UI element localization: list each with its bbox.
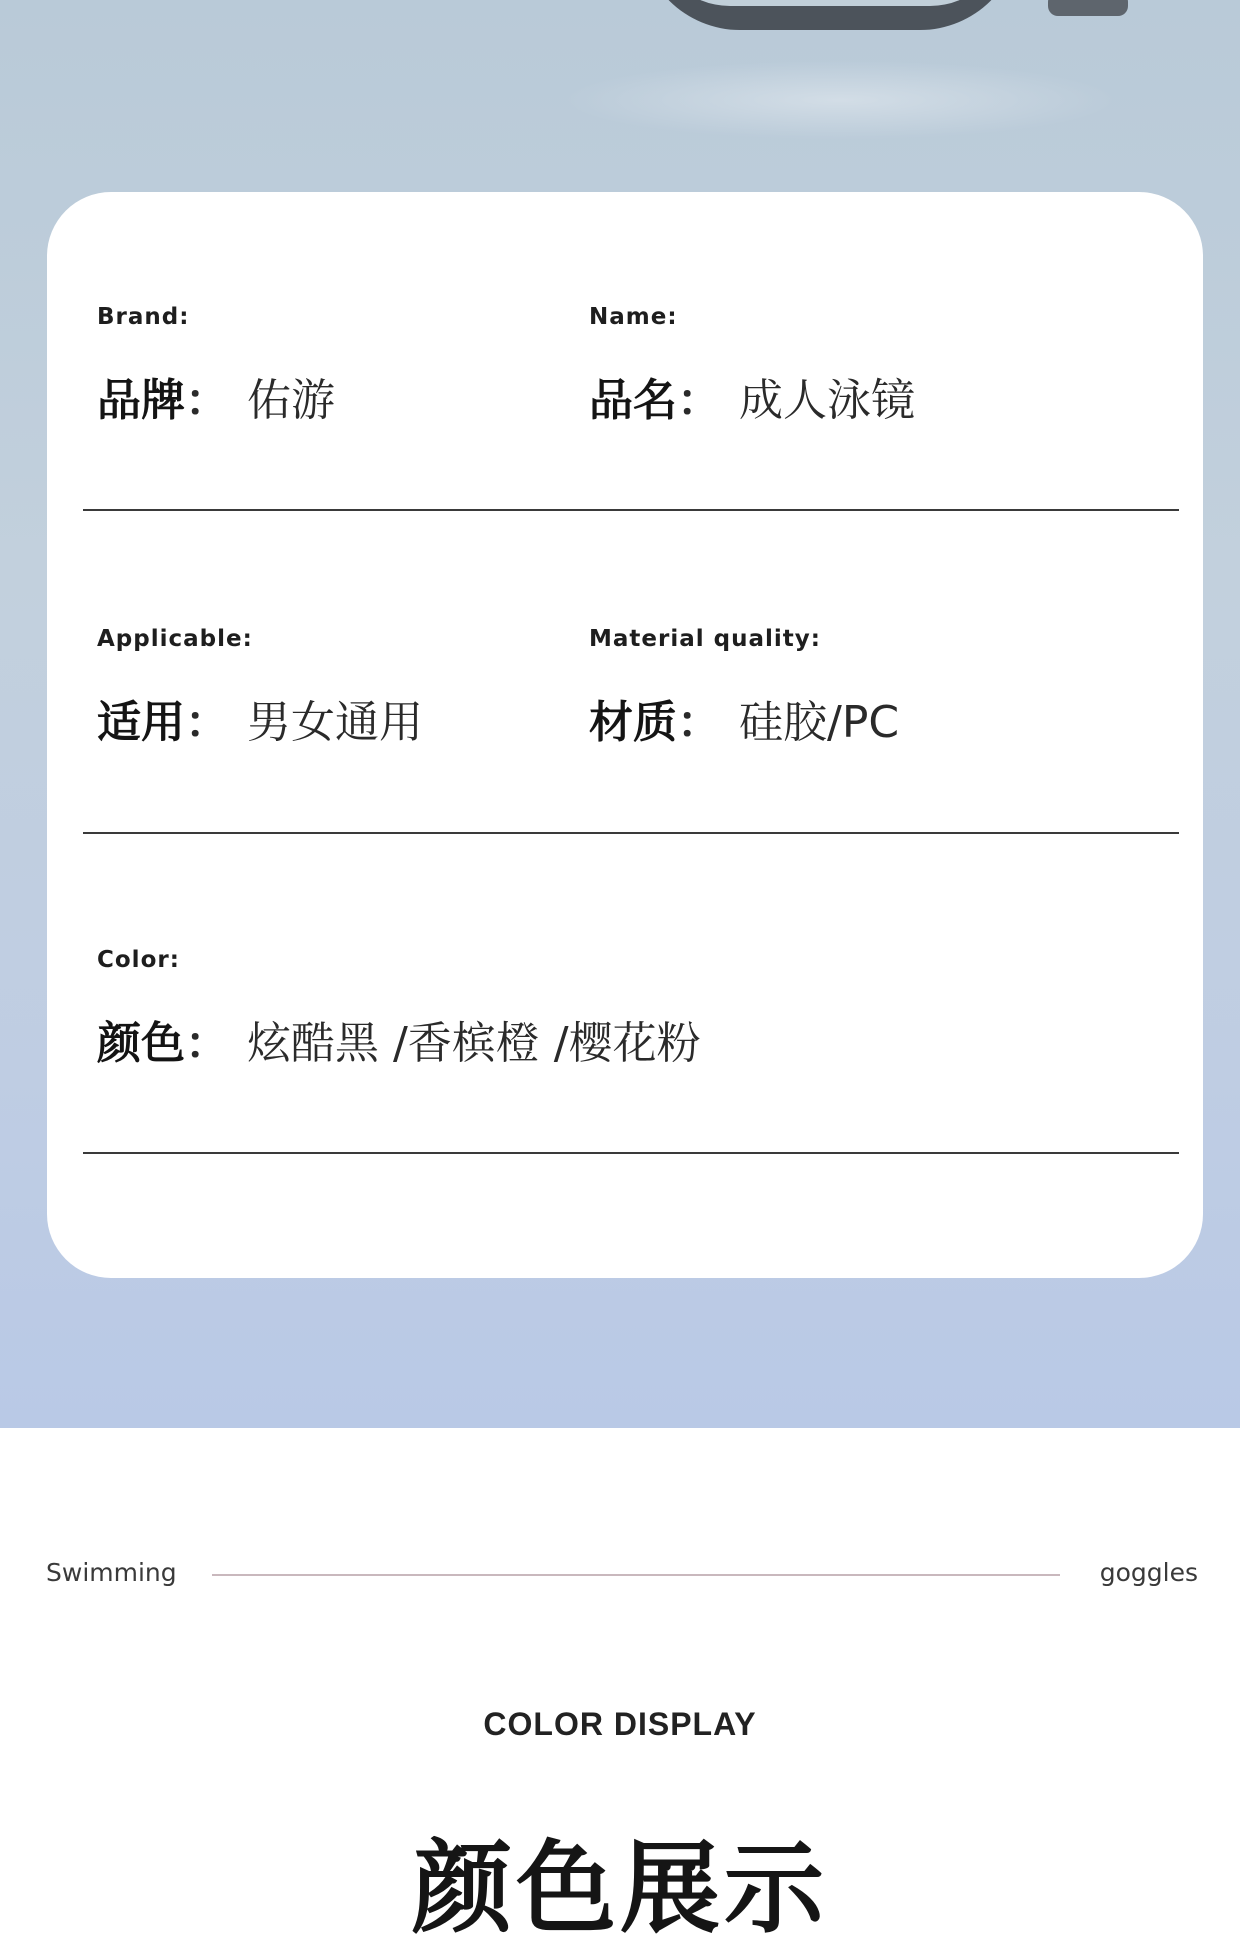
spec-divider-1 <box>83 509 1179 511</box>
spec-applicable-key: 适用 <box>97 697 185 748</box>
spec-applicable-value: 男女通用 <box>247 697 423 748</box>
spec-name-cn <box>589 364 1069 428</box>
spec-brand <box>97 304 577 428</box>
spec-name-en-label: Name: <box>589 304 678 330</box>
spec-applicable <box>97 626 577 750</box>
spec-row-applicable-material <box>83 626 1179 946</box>
color-display-section <box>0 1428 1240 1947</box>
spec-color-en-label: Color: <box>97 947 180 973</box>
spec-brand-value: 佑游 <box>247 375 335 426</box>
goggles-label: goggles <box>1099 1558 1198 1587</box>
spec-color-colon: ： <box>185 1018 229 1069</box>
goggle-buckle-image <box>1048 0 1128 16</box>
spec-color-value: 炫酷黑 /香槟橙 /樱花粉 <box>247 1018 701 1069</box>
spec-material-cn <box>589 686 1069 750</box>
swimming-label: Swimming <box>46 1558 177 1587</box>
spec-name <box>589 304 1069 428</box>
spec-row-brand-name <box>83 304 1179 624</box>
spec-name-value: 成人泳镜 <box>739 375 915 426</box>
spec-applicable-colon: ： <box>185 697 229 748</box>
spec-brand-key: 品牌 <box>97 375 185 426</box>
spec-divider-3 <box>83 1152 1179 1154</box>
header-rule <box>212 1574 1060 1576</box>
spec-applicable-en-label: Applicable: <box>97 626 253 652</box>
spec-brand-colon: ： <box>185 375 229 426</box>
goggle-strap-image <box>640 0 1020 30</box>
spec-color-key: 颜色 <box>97 1018 185 1069</box>
spec-divider-2 <box>83 832 1179 834</box>
spec-material-en-label: Material quality: <box>589 626 821 652</box>
spec-material-value: 硅胶/PC <box>739 697 900 748</box>
spec-row-color <box>83 947 1179 1267</box>
spec-applicable-cn <box>97 686 577 750</box>
spec-color-cn <box>97 1007 997 1071</box>
spec-brand-cn <box>97 364 577 428</box>
spec-material-key: 材质 <box>589 697 677 748</box>
spec-name-key: 品名 <box>589 375 677 426</box>
product-glow <box>560 60 1120 140</box>
spec-material-colon: ： <box>677 697 721 748</box>
spec-brand-en-label: Brand: <box>97 304 190 330</box>
spec-card <box>47 192 1203 1278</box>
spec-material <box>589 626 1069 750</box>
color-display-cn-title: 颜色展示 <box>412 1830 828 1947</box>
color-display-en-title: COLOR DISPLAY <box>483 1706 757 1742</box>
spec-name-colon: ： <box>677 375 721 426</box>
spec-color <box>97 947 997 1071</box>
